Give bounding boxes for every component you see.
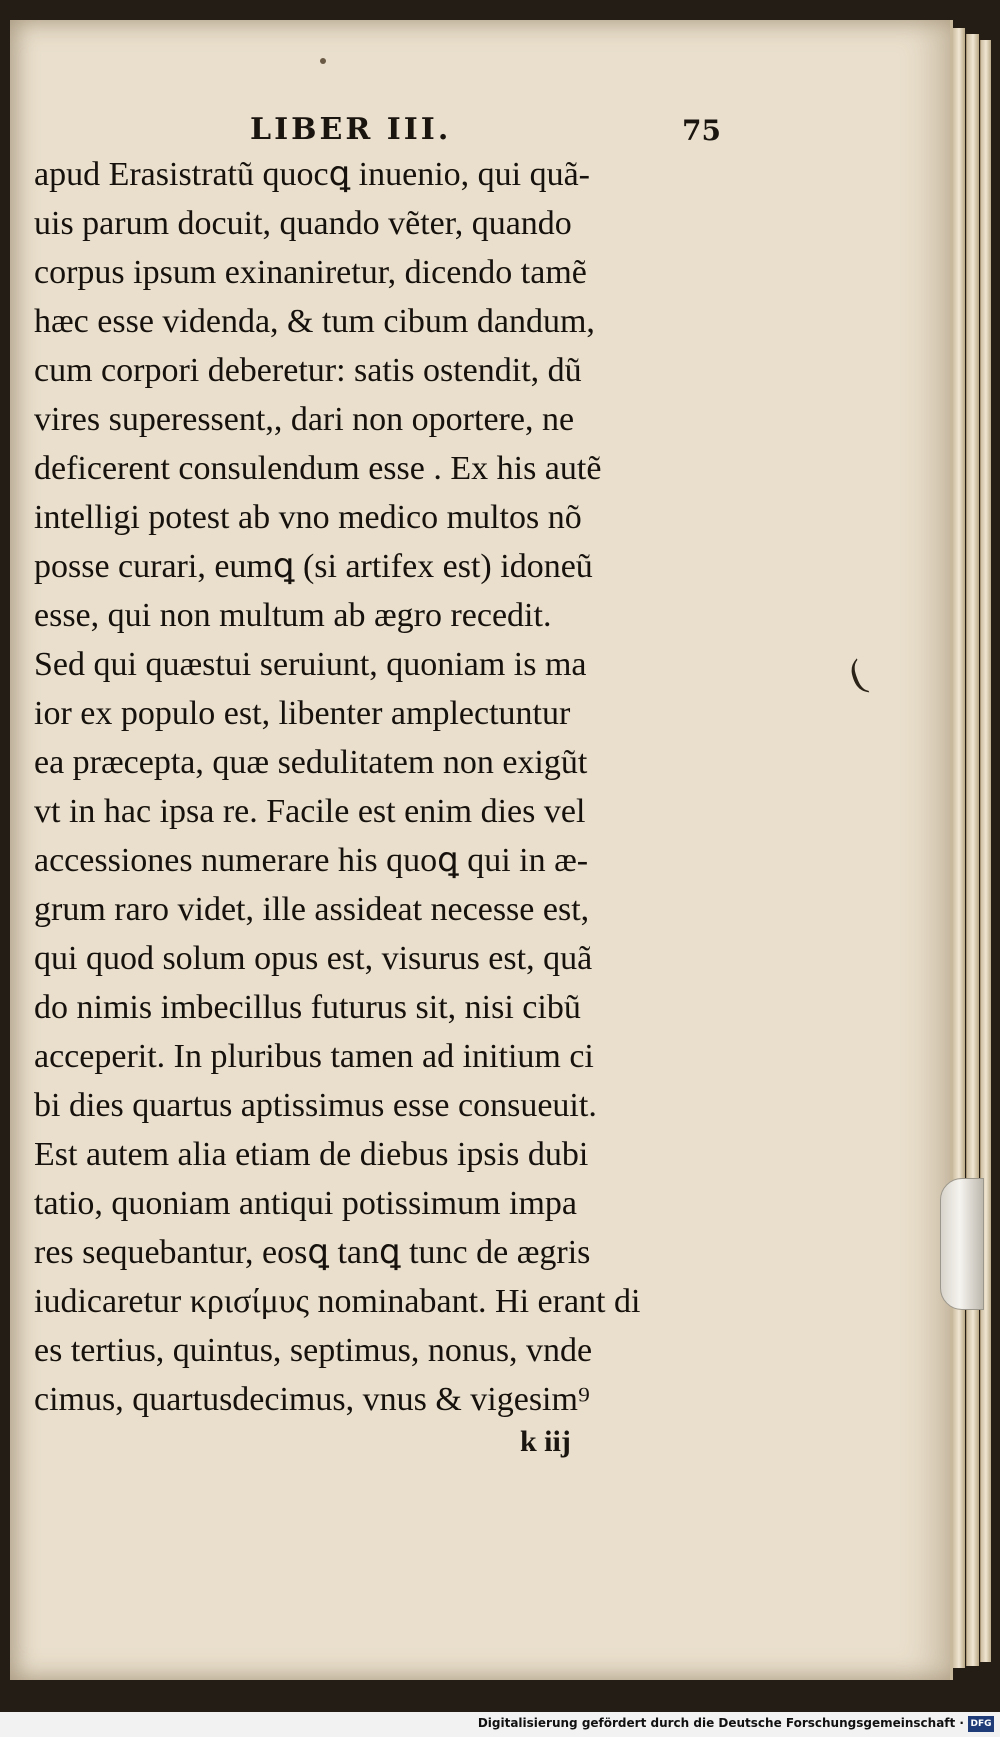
page-edge bbox=[980, 40, 991, 1662]
page-edge bbox=[966, 34, 979, 1666]
text-line: uis parum docuit, quando vẽter, quando bbox=[34, 205, 572, 242]
text-line: cum corpori deberetur: satis ostendit, dũ bbox=[34, 352, 582, 389]
running-head: LIBER III. bbox=[250, 112, 452, 147]
page-header bbox=[0, 112, 1000, 152]
margin-mark: ( bbox=[842, 650, 871, 697]
text-line: do nimis imbecillus futurus sit, nisi cibũ bbox=[34, 989, 581, 1026]
page-clip bbox=[940, 1178, 984, 1310]
text-line: esse, qui non multum ab ægro recedit. bbox=[34, 597, 552, 634]
dfg-logo: DFG bbox=[968, 1716, 994, 1732]
text-line: res sequebantur, eosꝗ tanꝗ tunc de ægris bbox=[34, 1234, 591, 1271]
text-line: hæc esse videnda, & tum cibum dandum, bbox=[34, 303, 595, 340]
text-line: Sed qui quæstui seruiunt, quoniam is ma bbox=[34, 646, 587, 683]
text-line: deficerent consulendum esse . Ex his autẽ bbox=[34, 450, 602, 487]
folio-number: 75 bbox=[682, 114, 721, 147]
text-line: posse curari, eumꝗ (si artifex est) idoneũ bbox=[34, 548, 593, 585]
text-line: tatio, quoniam antiqui potissimum impa bbox=[34, 1185, 578, 1222]
funding-credit: Digitalisierung gefördert durch die Deutsche Forschungsgemeinschaft · bbox=[477, 1716, 964, 1730]
text-line: qui quod solum opus est, visurus est, quã bbox=[34, 940, 593, 977]
text-line: bi dies quartus aptissimus esse consueuit. bbox=[34, 1087, 597, 1124]
text-line: apud Erasistratũ quocꝗ inuenio, qui quã- bbox=[34, 156, 591, 193]
text-line: vt in hac ipsa re. Facile est enim dies vel bbox=[34, 793, 586, 830]
text-line: iudicaretur κρισίμυς nominabant. Hi erant di bbox=[34, 1283, 641, 1320]
text-line: accessiones numerare his quoꝗ qui in æ- bbox=[34, 842, 589, 879]
body-text bbox=[34, 150, 754, 1424]
ink-speck bbox=[320, 58, 326, 64]
text-line: acceperit. In pluribus tamen ad initium ci bbox=[34, 1038, 594, 1075]
text-line: cimus, quartusdecimus, vnus & vigesim⁹ bbox=[34, 1381, 590, 1418]
text-line: ior ex populo est, libenter amplectuntur bbox=[34, 695, 571, 732]
text-line: es tertius, quintus, septimus, nonus, vnde bbox=[34, 1332, 593, 1369]
page-edge bbox=[952, 28, 965, 1668]
text-line: intelligi potest ab vno medico multos nõ bbox=[34, 499, 582, 536]
text-line: grum raro videt, ille assideat necesse est, bbox=[34, 891, 590, 928]
footer-bar bbox=[0, 1712, 1000, 1737]
text-line: Est autem alia etiam de diebus ipsis dubi bbox=[34, 1136, 589, 1173]
signature-mark: k iij bbox=[520, 1425, 571, 1458]
text-line: ea præcepta, quæ sedulitatem non exigũt bbox=[34, 744, 588, 781]
text-line: corpus ipsum exinaniretur, dicendo tamẽ bbox=[34, 254, 587, 291]
text-line: vires superessent,, dari non oportere, ne bbox=[34, 401, 575, 438]
